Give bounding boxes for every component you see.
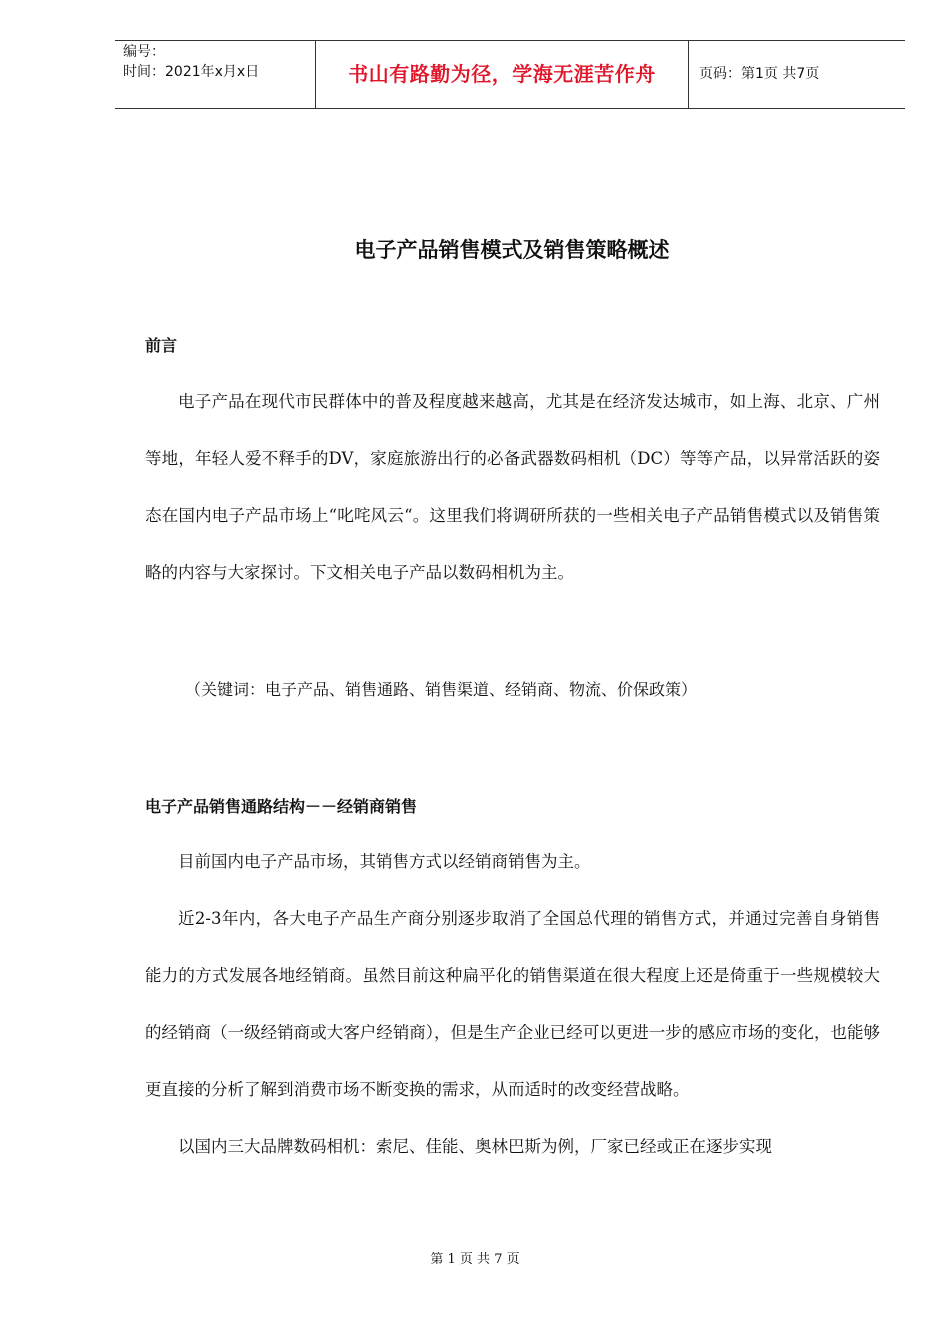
channel-paragraphs (145, 833, 880, 1175)
channel-paragraph-3: 以国内三大品牌数码相机：索尼、佳能、奥林巴斯为例，厂家已经或正在逐步实现 (178, 1137, 772, 1156)
channel-paragraph-1: 目前国内电子产品市场，其销售方式以经销商销售为主。 (178, 852, 591, 871)
header-motto: 书山有路勤为径，学海无涯苦作舟 (348, 62, 656, 86)
document-title: 电子产品销售模式及销售策略概述 (354, 238, 670, 262)
page-header (115, 40, 905, 109)
keywords-line: （关键词：电子产品、销售通路、销售渠道、经销商、物流、价保政策） (185, 680, 698, 699)
channel-paragraph-2: 近2-3年内，各大电子产品生产商分别逐步取消了全国总代理的销售方式，并通过完善自身销售能力的方式发展各地经销商。虽然目前这种扁平化的销售渠道在很大程度上还是倚重于一些规模较大的经销商（一级经销商或大客户经销商），但是生产企业已经可以更进一步的感应市场的变化，也能够更直接的分析了解到消费市场不断变换的需求，从而适时的改变经营战略。 (145, 909, 880, 1099)
header-page-info: 页码：第1页 共7页 (699, 66, 820, 82)
preface-paragraph: 电子产品在现代市民群体中的普及程度越来越高，尤其是在经济发达城市，如上海、北京、广州等地，年轻人爱不释手的DV，家庭旅游出行的必备武器数码相机（DC）等等产品，以异常活跃的姿态在国内电子产品市场上“叱咤风云“。这里我们将调研所获的一些相关电子产品销售模式以及销售策略的内容与大家探讨。下文相关电子产品以数码相机为主。 (145, 392, 880, 582)
document-time-label: 时间：2021年x月x日 (123, 64, 260, 80)
preface-heading: 前言 (145, 336, 178, 355)
header-motto-cell (315, 41, 689, 108)
page-footer: 第 1 页 共 7 页 (430, 1252, 520, 1267)
document-number-label: 编号： (123, 44, 165, 60)
channel-heading: 电子产品销售通路结构－－经销商销售 (145, 797, 418, 816)
header-meta (115, 41, 315, 108)
